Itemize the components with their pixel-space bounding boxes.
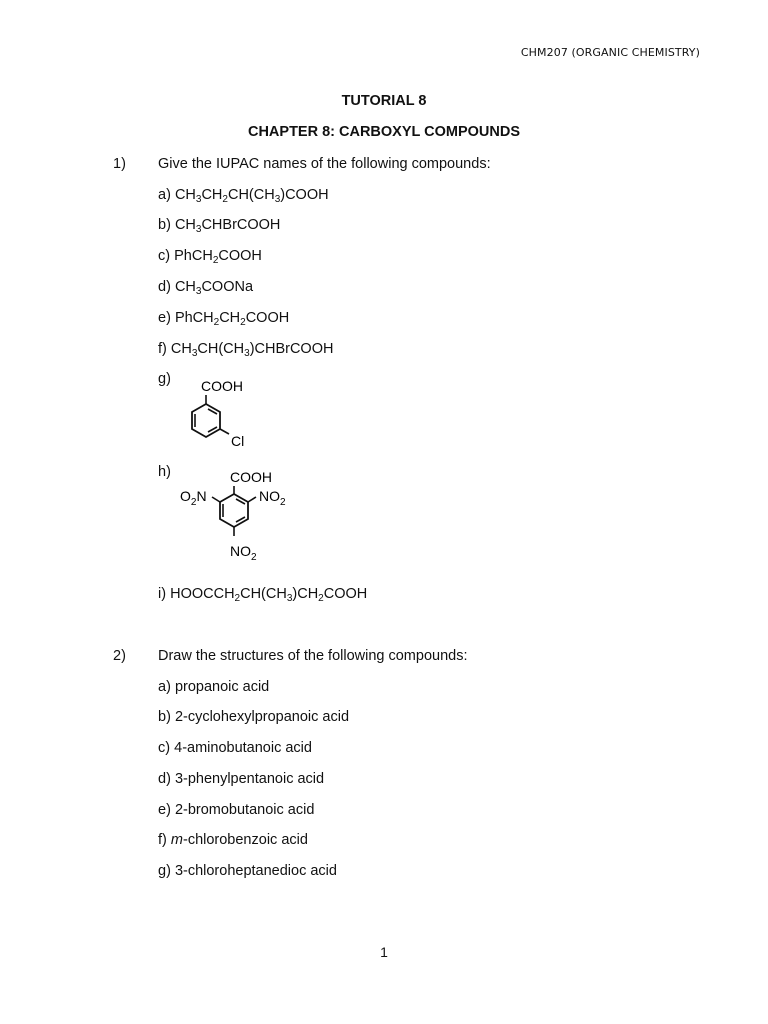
- structure-g-cl-label: Cl: [231, 433, 245, 449]
- question-1-number: 1): [113, 156, 126, 172]
- structure-g-3-chlorobenzoic-acid: [170, 372, 280, 452]
- q2-item-e: e) 2-bromobutanoic acid: [158, 802, 315, 818]
- q2-item-d: d) 3-phenylpentanoic acid: [158, 771, 325, 787]
- q2-item-g: g) 3-chloroheptanedioc acid: [158, 863, 337, 879]
- q1-item-d: d) $CH_3COONa$: [158, 279, 254, 297]
- q1-item-h-label: h): [158, 464, 171, 480]
- q1-item-e: e) $PhCH_2CH_2COOH$: [158, 310, 290, 328]
- structure-g-cooh-label: COOH: [201, 378, 243, 394]
- structure-h-cooh-label: COOH: [230, 469, 272, 485]
- q1-item-c: c) PhCH$_2$COOH: [158, 248, 262, 266]
- structure-h-bottom-no2-label: $NO_2$: [230, 543, 257, 563]
- q1-item-i: i) $HOOCCH_2CH(CH_3)CH_2COOH$: [158, 586, 368, 604]
- q2-item-f: f) m-chlorobenzoic acid: [158, 832, 308, 848]
- q1-item-b: b) $CH_3CHBrCOOH$: [158, 217, 281, 235]
- structure-h-trinitrobenzoic-acid: [175, 466, 325, 566]
- q2-item-c: c) 4-aminobutanoic acid: [158, 740, 312, 756]
- question-1-prompt: Give the IUPAC names of the following compounds:: [158, 156, 491, 172]
- q1-item-g-label: g): [158, 371, 171, 387]
- question-2-prompt: Draw the structures of the following compounds:: [158, 648, 468, 664]
- question-2-number: 2): [113, 648, 126, 664]
- q2-item-b: b) 2-cyclohexylpropanoic acid: [158, 709, 350, 725]
- chapter-title: CHAPTER 8: CARBOXYL COMPOUNDS: [247, 124, 521, 140]
- q1-item-f: f) $CH_3CH(CH_3)CHBrCOOH$: [158, 341, 334, 359]
- q1-item-a: a) $CH_3CH_2CH(CH_3)COOH$: [158, 187, 329, 205]
- q2-item-a: a) propanoic acid: [158, 679, 270, 695]
- course-header: CHM207 (ORGANIC CHEMISTRY): [520, 46, 700, 59]
- page-number: 1: [380, 944, 388, 960]
- structure-h-left-no2-label: $O_2N$: [180, 488, 207, 508]
- tutorial-title: TUTORIAL 8: [341, 93, 427, 109]
- structure-h-right-no2-label: $NO_2$: [259, 488, 286, 508]
